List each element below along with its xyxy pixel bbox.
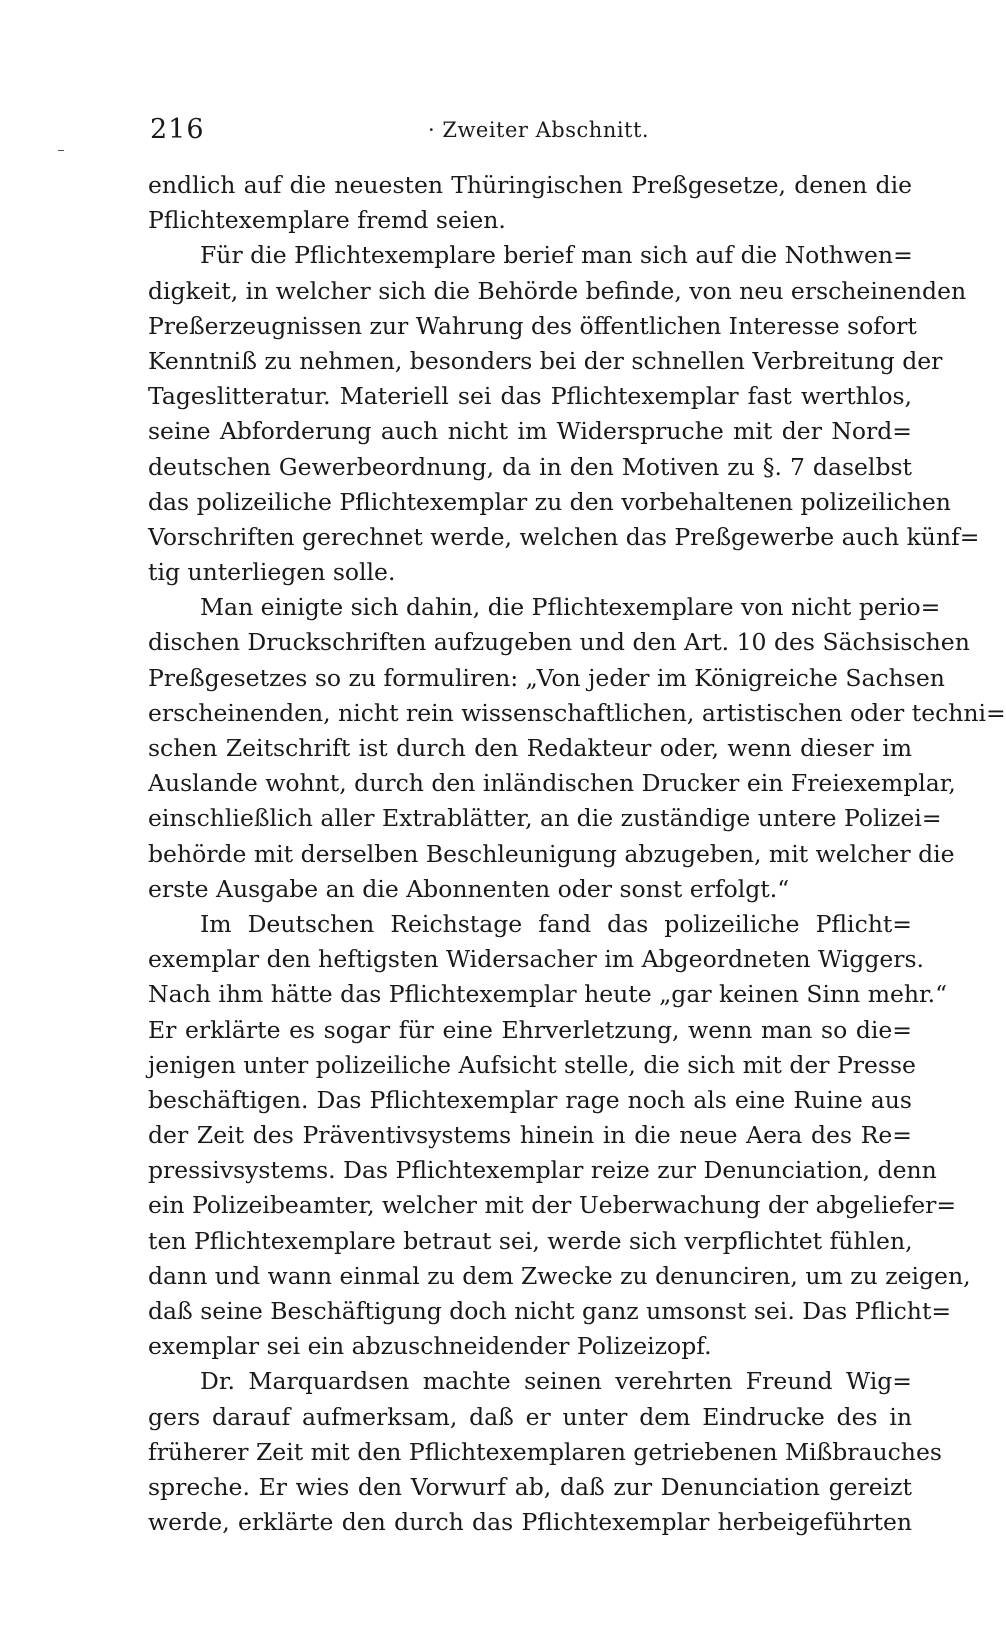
text-line: pressivsystems. Das Pflichtexemplar reize zur Denunciation, denn bbox=[148, 1156, 937, 1185]
text-line: Tageslitteratur. Materiell sei das Pflichtexemplar fast werthlos, bbox=[148, 382, 912, 411]
text-line: digkeit, in welcher sich die Behörde befinde, von neu erscheinenden bbox=[148, 276, 967, 305]
text-line: werde, erklärte den durch das Pflichtexemplar herbeigeführten bbox=[148, 1508, 912, 1537]
text-line: früherer Zeit mit den Pflichtexemplaren getriebenen Mißbrauches bbox=[148, 1437, 942, 1466]
text-line: ein Polizeibeamter, welcher mit der Ueberwachung der abgeliefer= bbox=[148, 1191, 957, 1220]
text-line: Preßgesetzes so zu formuliren: „Von jeder im Königreiche Sachsen bbox=[148, 663, 945, 692]
running-head: · Zweiter Abschnitt. bbox=[428, 118, 650, 142]
text-line: Nach ihm hätte das Pflichtexemplar heute „gar keinen Sinn mehr.“ bbox=[148, 980, 948, 1009]
text-line: dann und wann einmal zu dem Zwecke zu denunciren, um zu zeigen, bbox=[148, 1261, 971, 1290]
text-line: gers darauf aufmerksam, daß er unter dem Eindrucke des in bbox=[148, 1402, 912, 1431]
text-line: Man einigte sich dahin, die Pflichtexemplare von nicht perio= bbox=[200, 593, 941, 622]
text-line: tig unterliegen solle. bbox=[148, 558, 396, 587]
text-line: ten Pflichtexemplare betraut sei, werde sich verpflichtet fühlen, bbox=[148, 1226, 913, 1255]
text-line: behörde mit derselben Beschleunigung abzugeben, mit welcher die bbox=[148, 839, 955, 868]
text-line: beschäftigen. Das Pflichtexemplar rage noch als eine Ruine aus bbox=[148, 1085, 912, 1114]
text-line: einschließlich aller Extrablätter, an die zuständige untere Polizei= bbox=[148, 804, 942, 833]
text-line: Kenntniß zu nehmen, besonders bei der schnellen Verbreitung der bbox=[148, 346, 943, 375]
text-line: Preßerzeugnissen zur Wahrung des öffentlichen Interesse sofort bbox=[148, 311, 917, 340]
text-line: Er erklärte es sogar für eine Ehrverletzung, wenn man so die= bbox=[148, 1015, 912, 1044]
text-line: endlich auf die neuesten Thüringischen Preßgesetze, denen die bbox=[148, 171, 912, 199]
text-line: spreche. Er wies den Vorwurf ab, daß zur Denunciation gereizt bbox=[148, 1472, 912, 1501]
text-line: Im Deutschen Reichstage fand das polizeiliche Pflicht= bbox=[200, 909, 912, 938]
text-line: erscheinenden, nicht rein wissenschaftlichen, artistischen oder techni= bbox=[148, 698, 1006, 727]
text-line: jenigen unter polizeiliche Aufsicht stelle, die sich mit der Presse bbox=[148, 1050, 916, 1079]
text-line: daß seine Beschäftigung doch nicht ganz umsonst sei. Das Pflicht= bbox=[148, 1297, 952, 1325]
text-line: Für die Pflichtexemplare berief man sich auf die Nothwen= bbox=[200, 241, 913, 270]
text-line: deutschen Gewerbeordnung, da in den Motiven zu §. 7 daselbst bbox=[148, 452, 912, 481]
text-line: seine Abforderung auch nicht im Widerspruche mit der Nord= bbox=[148, 417, 912, 446]
body-text bbox=[148, 168, 1006, 1540]
page-number: 216 bbox=[150, 114, 205, 145]
text-line: der Zeit des Präventivsystems hinein in die neue Aera des Re= bbox=[148, 1121, 912, 1150]
text-line: exemplar sei ein abzuschneidender Polizeizopf. bbox=[148, 1332, 712, 1361]
text-line: Vorschriften gerechnet werde, welchen das Preßgewerbe auch künf= bbox=[148, 522, 980, 551]
text-line: Auslande wohnt, durch den inländischen Drucker ein Freiexemplar, bbox=[148, 769, 956, 798]
text-line: Pflichtexemplare fremd seien. bbox=[148, 206, 506, 235]
scan-speck bbox=[58, 150, 64, 151]
text-line: exemplar den heftigsten Widersacher im Abgeordneten Wiggers. bbox=[148, 945, 925, 974]
page-header bbox=[150, 114, 910, 154]
text-line: erste Ausgabe an die Abonnenten oder sonst erfolgt.“ bbox=[148, 874, 790, 903]
text-line: Dr. Marquardsen machte seinen verehrten Freund Wig= bbox=[200, 1367, 912, 1396]
text-line: schen Zeitschrift ist durch den Redakteur oder, wenn dieser im bbox=[148, 734, 912, 762]
text-line: dischen Druckschriften aufzugeben und den Art. 10 des Sächsischen bbox=[148, 628, 970, 657]
text-line: das polizeiliche Pflichtexemplar zu den vorbehaltenen polizeilichen bbox=[148, 487, 951, 516]
